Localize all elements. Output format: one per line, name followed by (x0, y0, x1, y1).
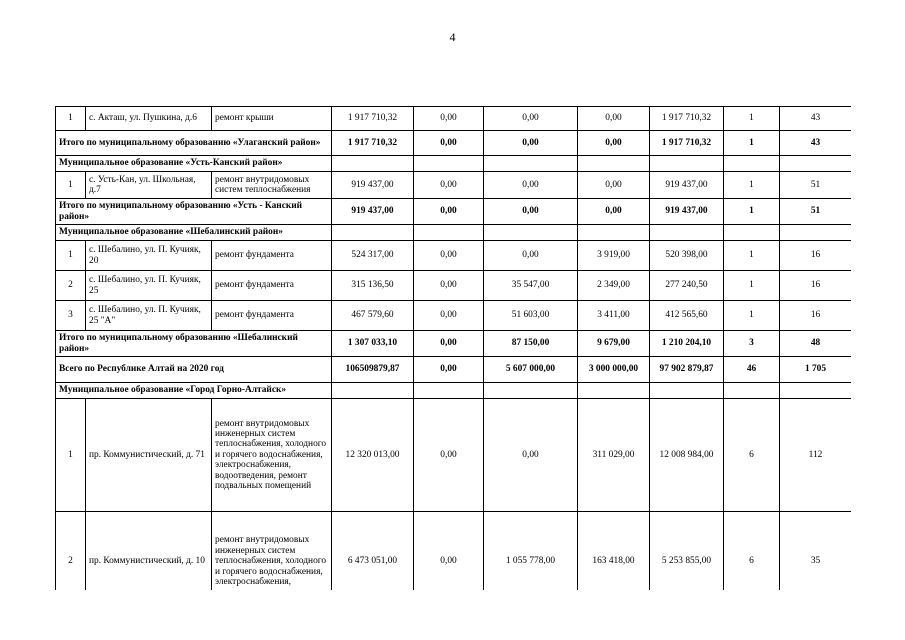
owners-funds-cell: 520 398,00 (650, 241, 724, 271)
row-number-cell: 1 (56, 399, 86, 512)
subtotal-row (56, 131, 852, 156)
owners-funds-cell: 97 902 879,87 (650, 357, 724, 383)
address-cell: пр. Коммунистический, д. 10 (86, 512, 212, 591)
section-title-cell: Муниципальное образование «Усть-Канский район» (56, 156, 332, 172)
row-number-cell: 2 (56, 271, 86, 301)
residents-cell: 43 (780, 131, 852, 156)
work-type-cell: ремонт внутридомовых инженерных систем теплоснабжения, холодного и горячего водоснабжения, электроснабжения, (212, 512, 332, 591)
regional-budget-cell: 35 547,00 (484, 271, 578, 301)
fund-cell: 0,00 (414, 172, 484, 199)
total-cost-cell: 467 579,60 (332, 301, 414, 331)
total-cost-cell: 315 136,50 (332, 271, 414, 301)
residents-cell: 1 705 (780, 357, 852, 383)
total-cost-cell: 1 917 710,32 (332, 107, 414, 131)
local-budget-cell: 163 418,00 (578, 512, 650, 591)
empty-cell (724, 156, 780, 172)
regional-budget-cell: 0,00 (484, 241, 578, 271)
empty-cell (780, 383, 852, 399)
work-type-cell: ремонт фундамента (212, 241, 332, 271)
fund-cell: 0,00 (414, 107, 484, 131)
empty-cell (578, 156, 650, 172)
subtotal-label-cell: Итого по муниципальному образованию «Усть - Канский район» (56, 199, 332, 225)
regional-budget-cell: 5 607 000,00 (484, 357, 578, 383)
owners-funds-cell: 919 437,00 (650, 199, 724, 225)
count-cell: 1 (724, 172, 780, 199)
fund-cell: 0,00 (414, 241, 484, 271)
section-title-cell: Муниципальное образование «Шебалинский район» (56, 225, 332, 241)
regional-budget-cell: 0,00 (484, 131, 578, 156)
total-cost-cell: 919 437,00 (332, 172, 414, 199)
regional-budget-cell: 1 055 778,00 (484, 512, 578, 591)
count-cell: 3 (724, 331, 780, 357)
empty-cell (724, 383, 780, 399)
total-cost-cell: 6 473 051,00 (332, 512, 414, 591)
residents-cell: 16 (780, 301, 852, 331)
empty-cell (414, 383, 484, 399)
fund-cell: 0,00 (414, 301, 484, 331)
count-cell: 1 (724, 271, 780, 301)
address-cell: с. Усть-Кан, ул. Школьная, д.7 (86, 172, 212, 199)
page-number: 4 (449, 30, 456, 44)
work-type-cell: ремонт внутридомовых инженерных систем теплоснабжения, холодного и горячего водоснабжения, электроснабжения, водоотведения, ремонт подвальных помещений (212, 399, 332, 512)
local-budget-cell: 2 349,00 (578, 271, 650, 301)
residents-cell: 35 (780, 512, 852, 591)
section-header-row (56, 156, 852, 172)
residents-cell: 112 (780, 399, 852, 512)
count-cell: 6 (724, 399, 780, 512)
local-budget-cell: 3 000 000,00 (578, 357, 650, 383)
regional-budget-cell: 0,00 (484, 172, 578, 199)
table-row (56, 399, 852, 512)
subtotal-label-cell: Итого по муниципальному образованию «Улаганский район» (56, 131, 332, 156)
total-cost-cell: 106509879,87 (332, 357, 414, 383)
count-cell: 1 (724, 107, 780, 131)
local-budget-cell: 311 029,00 (578, 399, 650, 512)
total-cost-cell: 1 307 033,10 (332, 331, 414, 357)
empty-cell (578, 383, 650, 399)
empty-cell (414, 156, 484, 172)
row-number-cell: 1 (56, 241, 86, 271)
empty-cell (484, 156, 578, 172)
table-row (56, 107, 852, 131)
owners-funds-cell: 1 210 204,10 (650, 331, 724, 357)
work-type-cell: ремонт внутридомовых систем теплоснабжения (212, 172, 332, 199)
owners-funds-cell: 5 253 855,00 (650, 512, 724, 591)
address-cell: с. Шебалино, ул. П. Кучияк, 25 (86, 271, 212, 301)
fund-cell: 0,00 (414, 199, 484, 225)
owners-funds-cell: 277 240,50 (650, 271, 724, 301)
regional-budget-cell: 0,00 (484, 199, 578, 225)
table-body (56, 107, 852, 591)
row-number-cell: 2 (56, 512, 86, 591)
total-cost-cell: 12 320 013,00 (332, 399, 414, 512)
subtotal-label-cell: Всего по Республике Алтай на 2020 год (56, 357, 332, 383)
count-cell: 1 (724, 241, 780, 271)
empty-cell (332, 156, 414, 172)
count-cell: 1 (724, 301, 780, 331)
count-cell: 46 (724, 357, 780, 383)
owners-funds-cell: 1 917 710,32 (650, 131, 724, 156)
table-row (56, 271, 852, 301)
residents-cell: 48 (780, 331, 852, 357)
total-cost-cell: 1 917 710,32 (332, 131, 414, 156)
table-row (56, 172, 852, 199)
empty-cell (780, 225, 852, 241)
local-budget-cell: 3 411,00 (578, 301, 650, 331)
regional-budget-cell: 87 150,00 (484, 331, 578, 357)
fund-cell: 0,00 (414, 271, 484, 301)
count-cell: 6 (724, 512, 780, 591)
empty-cell (780, 156, 852, 172)
empty-cell (650, 225, 724, 241)
regional-budget-cell: 0,00 (484, 399, 578, 512)
empty-cell (484, 225, 578, 241)
fund-cell: 0,00 (414, 512, 484, 591)
residents-cell: 16 (780, 241, 852, 271)
section-header-row (56, 225, 852, 241)
address-cell: пр. Коммунистический, д. 71 (86, 399, 212, 512)
residents-cell: 43 (780, 107, 852, 131)
empty-cell (414, 225, 484, 241)
empty-cell (578, 225, 650, 241)
residents-cell: 16 (780, 271, 852, 301)
total-cost-cell: 919 437,00 (332, 199, 414, 225)
regional-budget-cell: 0,00 (484, 107, 578, 131)
work-type-cell: ремонт фундамента (212, 271, 332, 301)
owners-funds-cell: 919 437,00 (650, 172, 724, 199)
empty-cell (332, 225, 414, 241)
owners-funds-cell: 412 565,60 (650, 301, 724, 331)
register-table-wrapper (55, 106, 851, 590)
subtotal-row (56, 331, 852, 357)
empty-cell (484, 383, 578, 399)
address-cell: с. Шебалино, ул. П. Кучияк, 20 (86, 241, 212, 271)
table-row (56, 512, 852, 591)
count-cell: 1 (724, 131, 780, 156)
table-row (56, 241, 852, 271)
work-type-cell: ремонт фундамента (212, 301, 332, 331)
subtotal-label-cell: Итого по муниципальному образованию «Шебалинский район» (56, 331, 332, 357)
row-number-cell: 1 (56, 172, 86, 199)
local-budget-cell: 0,00 (578, 199, 650, 225)
row-number-cell: 1 (56, 107, 86, 131)
residents-cell: 51 (780, 172, 852, 199)
row-number-cell: 3 (56, 301, 86, 331)
subtotal-row (56, 357, 852, 383)
empty-cell (650, 383, 724, 399)
empty-cell (724, 225, 780, 241)
local-budget-cell: 9 679,00 (578, 331, 650, 357)
address-cell: с. Акташ, ул. Пушкина, д.6 (86, 107, 212, 131)
local-budget-cell: 0,00 (578, 107, 650, 131)
residents-cell: 51 (780, 199, 852, 225)
section-title-cell: Муниципальное образование «Город Горно-Алтайск» (56, 383, 332, 399)
local-budget-cell: 3 919,00 (578, 241, 650, 271)
local-budget-cell: 0,00 (578, 131, 650, 156)
count-cell: 1 (724, 199, 780, 225)
owners-funds-cell: 1 917 710,32 (650, 107, 724, 131)
register-table (55, 106, 851, 590)
total-cost-cell: 524 317,00 (332, 241, 414, 271)
subtotal-row (56, 199, 852, 225)
section-header-row (56, 383, 852, 399)
regional-budget-cell: 51 603,00 (484, 301, 578, 331)
fund-cell: 0,00 (414, 131, 484, 156)
local-budget-cell: 0,00 (578, 172, 650, 199)
owners-funds-cell: 12 008 984,00 (650, 399, 724, 512)
fund-cell: 0,00 (414, 331, 484, 357)
fund-cell: 0,00 (414, 357, 484, 383)
empty-cell (332, 383, 414, 399)
table-row (56, 301, 852, 331)
work-type-cell: ремонт крыши (212, 107, 332, 131)
address-cell: с. Шебалино, ул. П. Кучияк, 25 "А" (86, 301, 212, 331)
fund-cell: 0,00 (414, 399, 484, 512)
empty-cell (650, 156, 724, 172)
